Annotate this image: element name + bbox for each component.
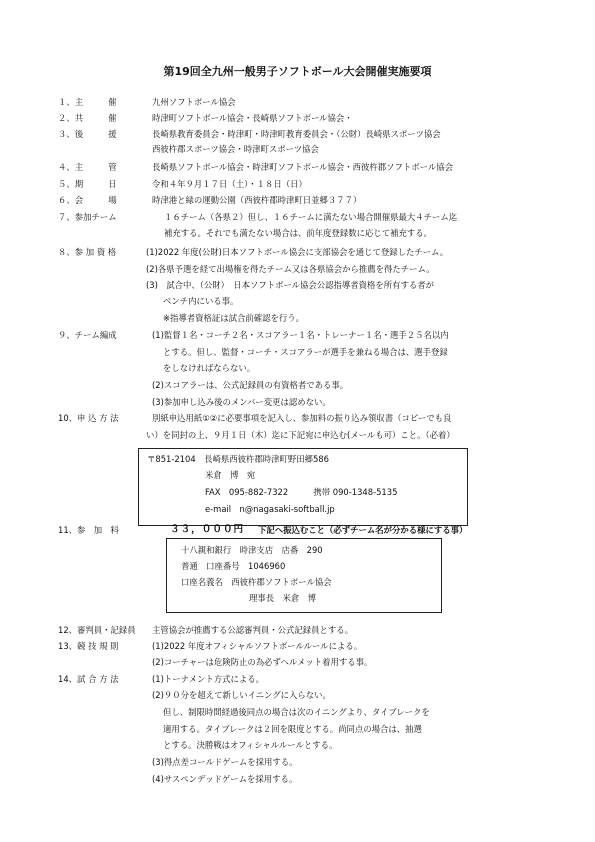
section-text: (2)各県予選を経て出場権を得たチーム又は各県協会から推薦を得たチーム。 bbox=[146, 264, 435, 274]
section-text: １６チーム（各県２）但し、１６チームに満たない場合開催県最大４チーム迄 bbox=[164, 212, 458, 222]
section-text: 但し、制限時間経過後同点の場合は次のイニングより、タイブレークを bbox=[163, 707, 430, 717]
contact-address-box bbox=[138, 448, 468, 526]
section-label: ８、参 加 資 格 bbox=[58, 247, 117, 257]
section-text: 令和４年９月１７日（土）・１８日（日） bbox=[152, 179, 307, 189]
recipient-name: 米倉 博 宛 bbox=[205, 470, 256, 480]
section-text: (1)2022 年度オフィシャルソフトボールルールによる。 bbox=[152, 641, 363, 651]
section-label: 10、申 込 方 法 bbox=[58, 413, 119, 423]
section-label: ７、参加チーム bbox=[58, 212, 117, 222]
section-label: 12、審判員・記録員 bbox=[58, 625, 136, 635]
section-text: 主管協会が推薦する公認審判員・公式記録員とする。 bbox=[152, 625, 353, 635]
section-text: とする。但し、監督・コーチ・スコアラーが選手を兼ねる場合は、選手登録 bbox=[163, 347, 448, 357]
section-text: 時津港と緑の運動公園（西彼杵郡時津町日並郷３７７） bbox=[152, 195, 362, 205]
section-text: 適用する。タイブレークは２回を限度とする。尚同点の場合は、抽選 bbox=[163, 724, 422, 734]
section-text: (1)監督１名・コーチ２名・スコアラー１名・トレーナー１名・選手２５名以内 bbox=[152, 330, 449, 340]
section-text: (2)９０分を超えて新しいイニングに入らない。 bbox=[152, 690, 331, 700]
section-text: 西彼杵郡スポーツ協会・時津町スポーツ協会 bbox=[152, 144, 319, 154]
section-label: ４、主 管 bbox=[58, 162, 117, 172]
section-text: (3)得点差コールドゲームを採用する。 bbox=[152, 757, 298, 767]
bank-account-box bbox=[166, 538, 442, 613]
section-label: ３、後 援 bbox=[58, 129, 117, 139]
section-label: 13、競 技 規 則 bbox=[58, 641, 119, 651]
section-text: 補充する。それでも満たない場合は、前年度登録数に応じて補充する。 bbox=[164, 228, 432, 238]
account-holder: 口座名義名 西彼杵郡ソフトボール協会 bbox=[181, 577, 332, 587]
section-label: ９、チーム編成 bbox=[58, 330, 117, 340]
section-label: 11、参 加 料 bbox=[58, 525, 119, 535]
section-text: (3)参加申し込み後のメンバー変更は認めない。 bbox=[152, 397, 331, 407]
section-label: ６、会 場 bbox=[58, 195, 117, 205]
section-text: (4)サスペンデッドゲームを採用する。 bbox=[152, 774, 298, 784]
fax-and-mobile: FAX 095-882-7322 携帯 090-1348-5135 bbox=[205, 487, 398, 497]
email-address: e-mail n@nagasaki-softball.jp bbox=[205, 504, 335, 514]
section-text: (2)コーチャーは危険防止の為必ずヘルメット着用する事。 bbox=[152, 657, 373, 667]
section-label: ５、期 日 bbox=[58, 179, 117, 189]
section-text: い）を同封の上、９月１日（木）迄に下記宛に申込む(メールも可）こと。（必着） bbox=[146, 430, 455, 440]
section-text: 九州ソフトボール協会 bbox=[152, 97, 236, 107]
section-text: 別紙申込用紙①②に必要事項を記入し、参加料の振り込み領収書（コピーでも良 bbox=[152, 413, 452, 423]
section-text: ※指導者資格証は試合前確認を行う。 bbox=[163, 313, 305, 323]
section-text: 長崎県教育委員会・時津町・時津町教育委員会・（公財）長崎県スポーツ協会 bbox=[152, 129, 441, 139]
section-text: をしなければならない。 bbox=[163, 363, 256, 373]
section-label: 14、試 合 方 法 bbox=[58, 674, 119, 684]
section-text: (1)トーナメント方式による。 bbox=[152, 674, 265, 684]
account-number: 普通 口座番号 1046960 bbox=[181, 561, 286, 571]
account-chairman: 理事長 米倉 博 bbox=[249, 593, 316, 603]
section-text: とする。決勝戦はオフィシャルルールとする。 bbox=[163, 740, 338, 750]
section-text: (1)2022 年度(公財)日本ソフトボール協会に支部協会を通じて登録したチーム。 bbox=[146, 247, 449, 257]
bank-branch: 十八親和銀行 時津支店 店番 290 bbox=[181, 545, 323, 555]
section-label: ２、共 催 bbox=[58, 113, 117, 123]
document-title: 第19回全九州一般男子ソフトボール大会開催実施要項 bbox=[163, 65, 432, 78]
section-text: ベンチ内にいる事。 bbox=[163, 296, 239, 306]
section-text: 時津町ソフトボール協会・長崎県ソフトボール協会・ bbox=[152, 113, 353, 123]
postal-address: 〒851-2104 長崎県西彼杵郡時津町野田郷586 bbox=[147, 454, 329, 464]
section-text: (2)スコアラーは、公式記録員の有資格者である事。 bbox=[152, 380, 349, 390]
section-label: １、主 催 bbox=[58, 97, 117, 107]
entry-fee-note: 下記へ振込むこと（必ずチーム名が分かる様にする事） bbox=[258, 525, 468, 535]
section-text: 長崎県ソフトボール協会・時津町ソフトボール協会・西彼杵郡ソフトボール協会 bbox=[152, 162, 453, 172]
section-text: (3) 試合中、（公財） 日本ソフトボール協会公認指導者資格を所有する者が bbox=[146, 280, 435, 290]
entry-fee-amount: ３３，０００円 bbox=[170, 524, 245, 535]
